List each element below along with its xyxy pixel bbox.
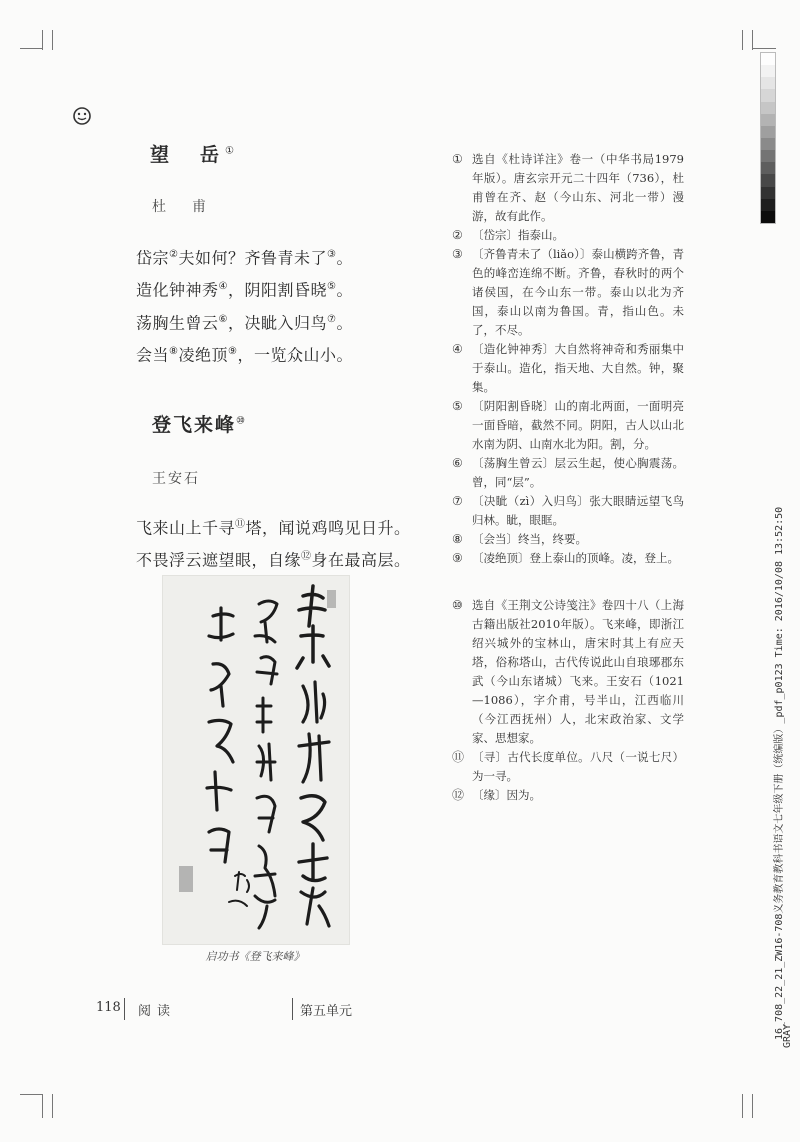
note-text: 选自《王荆文公诗笺注》卷四十八（上海古籍出版社2010年版）。飞来峰，即浙江绍兴城外的宝林山，唐宋时其上有应天塔，俗称塔山，古代传说此山自琅琊郡东武（今山东诸城）飞来。王安石（1021—1086），字介甫，号半山，江西临川（今江西抚州）人，北宋政治家、文学家、思想家。	[472, 598, 684, 745]
note-text: 〔会当〕终当，终要。	[472, 532, 587, 546]
note-number: ⑦	[452, 494, 463, 508]
page-number: 118	[96, 1000, 121, 1015]
note-text: 〔凌绝顶〕登上泰山的顶峰。凌，登上。	[472, 551, 679, 565]
crop-mark	[20, 48, 42, 49]
note-text: 选自《杜诗详注》卷一（中华书局1979年版）。唐玄宗开元二十四年（736），杜甫曾在齐、赵（今山东、河北一带）漫游，故有此作。	[472, 152, 684, 223]
note-number: ②	[452, 228, 463, 242]
note-number: ⑩	[452, 598, 463, 612]
note-text: 〔决眦（zì）入归鸟〕张大眼睛远望飞鸟归林。眦，眼眶。	[472, 494, 684, 527]
note-item	[452, 530, 684, 549]
side-production-code: 16_708_22_21_ZW16-708义务教育教科书语文七年级下册（统编版）_pdf_p0123 Time: 2016/10/08 13:52:50	[774, 506, 785, 1040]
crop-mark	[52, 1094, 53, 1118]
crop-mark	[42, 1094, 43, 1118]
poem-line: 不畏浮云遮望眼，自缘⑫身在最高层。	[136, 550, 411, 570]
note-item	[452, 549, 684, 568]
crop-mark	[752, 48, 776, 49]
note-number: ①	[452, 152, 463, 166]
footer-section: 阅读	[138, 1004, 177, 1019]
crop-mark	[752, 1094, 753, 1118]
calligraphy-image	[162, 575, 350, 945]
note-number: ⑨	[452, 551, 463, 565]
note-item	[452, 150, 684, 226]
crop-mark	[742, 1094, 743, 1118]
note-text: 〔寻〕古代长度单位。八尺（一说七尺）为一寻。	[472, 750, 684, 783]
note-text: 〔岱宗〕指泰山。	[472, 228, 564, 242]
footnote-ref: ⑩	[236, 415, 245, 427]
poem-line: 造化钟神秀④，阴阳割昏晓⑤。	[136, 280, 353, 300]
poem1-title: 望 岳①	[150, 144, 234, 166]
note-text: 〔造化钟神秀〕大自然将神奇和秀丽集中于泰山。造化，指天地、大自然。钟，聚集。	[472, 342, 684, 394]
poem2-author: 王安石	[152, 471, 200, 487]
note-number: ③	[452, 247, 463, 261]
note-number: ⑥	[452, 456, 463, 470]
note-number: ⑪	[452, 750, 465, 764]
note-number: ④	[452, 342, 463, 356]
poem-line: 飞来山上千寻⑪塔，闻说鸡鸣见日升。	[136, 518, 411, 538]
note-item	[452, 492, 684, 530]
note-item	[452, 245, 684, 340]
poem2-body	[136, 510, 411, 575]
note-item	[452, 454, 684, 492]
poem-line: 会当⑧凌绝顶⑨，一览众山小。	[136, 345, 353, 365]
note-number: ⑤	[452, 399, 463, 413]
poem1-author: 杜 甫	[152, 199, 212, 215]
note-text: 〔荡胸生曾云〕层云生起，使心胸震荡。曾，同“层”。	[472, 456, 684, 489]
poem2-title: 登飞来峰⑩	[152, 414, 245, 436]
poem-line: 岱宗②夫如何？齐鲁青未了③。	[136, 248, 353, 268]
footer-unit: 第五单元	[300, 1004, 353, 1019]
note-number: ⑫	[452, 788, 465, 802]
side-gray-label: GRAY	[782, 1023, 793, 1048]
calligraphy-strokes-icon	[163, 576, 349, 944]
footnote-ref: ①	[225, 145, 234, 157]
footer-divider	[292, 998, 293, 1020]
note-text: 〔缘〕因为。	[472, 788, 541, 802]
poem-line: 荡胸生曾云⑥，决眦入归鸟⑦。	[136, 312, 353, 332]
note-text: 〔阴阳割昏晓〕山的南北两面，一面明亮一面昏暗，截然不同。阴阳，古人以山北水南为阴、山南水北为阳。割，分。	[472, 399, 684, 451]
notes-group-du-fu	[452, 150, 684, 568]
note-item	[452, 786, 684, 805]
footer-divider	[124, 998, 125, 1020]
registration-mark-icon	[72, 106, 92, 126]
note-item	[452, 748, 684, 786]
note-item	[452, 397, 684, 454]
note-text: 〔齐鲁青未了（liǎo）〕泰山横跨齐鲁，青色的峰峦连绵不断。齐鲁，春秋时的两个诸侯国，在今山东一带。泰山以北为齐国，泰山以南为鲁国。青，指山色。未了，不尽。	[472, 247, 684, 337]
crop-mark	[752, 30, 753, 50]
notes-group-wang-anshi	[452, 596, 684, 805]
gray-scale-strip	[760, 52, 776, 224]
note-item	[452, 226, 684, 245]
poem1-body	[136, 240, 353, 369]
crop-mark	[52, 30, 53, 50]
crop-mark	[42, 30, 43, 50]
image-caption: 启功书《登飞来峰》	[205, 950, 305, 963]
notes-column	[452, 150, 684, 805]
note-number: ⑧	[452, 532, 463, 546]
note-item	[452, 596, 684, 748]
note-item	[452, 340, 684, 397]
crop-mark	[20, 1094, 42, 1095]
crop-mark	[742, 30, 743, 50]
